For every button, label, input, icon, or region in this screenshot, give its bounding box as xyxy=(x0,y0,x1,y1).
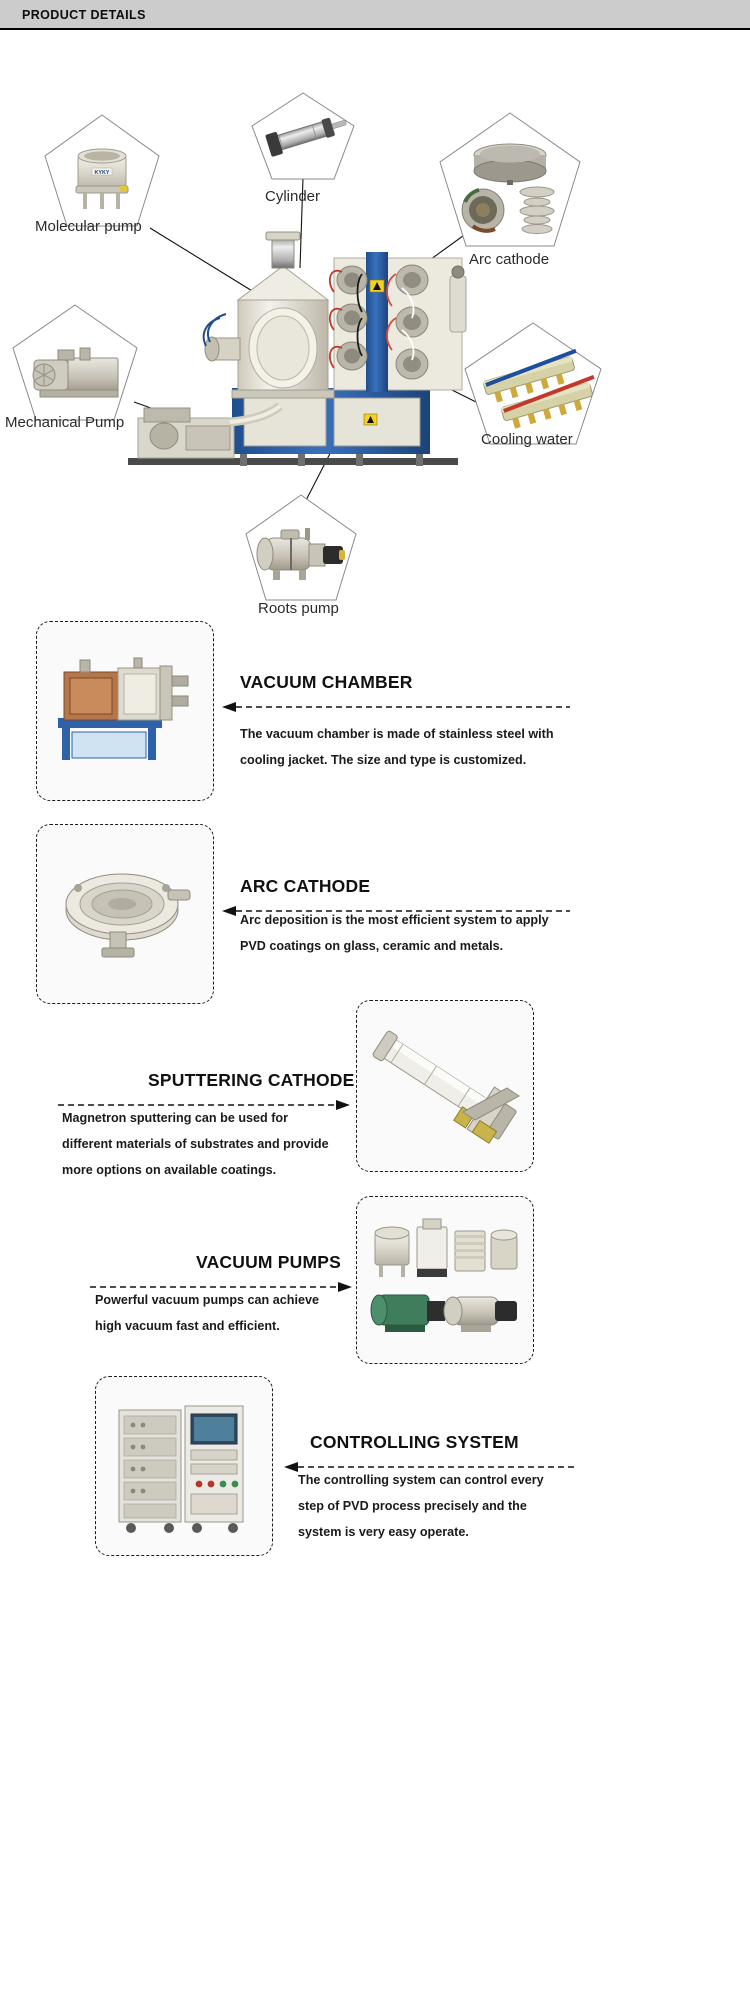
feature-title-vacuum-pumps: VACUUM PUMPS xyxy=(196,1252,341,1272)
feature-body-line: high vacuum fast and efficient. xyxy=(95,1318,280,1333)
vacuum-chamber-illustration xyxy=(50,652,200,770)
callout-mechanical-pump xyxy=(10,302,140,424)
feature-body-line: The vacuum chamber is made of stainless steel with xyxy=(240,727,554,741)
sputtering-cathode-illustration xyxy=(367,1016,523,1156)
feature-body-line: cooling jacket. The size and type is customized. xyxy=(240,752,527,767)
feature-title-sputtering-cathode: SPUTTERING CATHODE xyxy=(148,1070,355,1090)
feature-body-line: Arc deposition is the most efficient system to apply xyxy=(240,913,549,927)
callout-cylinder xyxy=(249,90,357,182)
callout-label-cooling-water: Cooling water xyxy=(481,431,573,448)
vacuum-pumps-illustration xyxy=(365,1209,525,1351)
feature-body-line: system is very easy operate. xyxy=(298,1524,469,1539)
feature-body-line: PVD coatings on glass, ceramic and metals. xyxy=(240,938,504,953)
callout-arc-cathode xyxy=(437,110,583,250)
feature-image-vacuum-chamber xyxy=(36,621,214,801)
product-details-header xyxy=(0,0,750,30)
feature-arrow-vacuum-chamber xyxy=(222,700,572,714)
callout-label-molecular-pump: Molecular pump xyxy=(35,218,142,235)
feature-body-vacuum-pumps xyxy=(95,1288,375,1340)
feature-title-vacuum-chamber: VACUUM CHAMBER xyxy=(240,672,413,692)
callout-cooling-water xyxy=(462,320,604,448)
callout-label-mechanical-pump: Mechanical Pump xyxy=(5,414,125,431)
feature-title-controlling-system: CONTROLLING SYSTEM xyxy=(310,1432,519,1452)
feature-body-line: Magnetron sputtering can be used for xyxy=(62,1111,289,1125)
callout-label-arc-cathode: Arc cathode xyxy=(469,251,550,268)
feature-body-line: The controlling system can control every xyxy=(298,1473,544,1487)
controlling-system-illustration xyxy=(109,1396,259,1536)
feature-image-sputtering-cathode xyxy=(356,1000,534,1172)
callout-molecular-pump xyxy=(42,112,162,230)
pvd-machine-illustration xyxy=(120,222,480,492)
svg-text:KYKY: KYKY xyxy=(94,170,110,176)
arc-cathode-illustration xyxy=(50,854,200,974)
feature-body-vacuum-chamber xyxy=(240,722,570,774)
feature-body-line: Powerful vacuum pumps can achieve xyxy=(95,1293,319,1307)
feature-body-arc-cathode xyxy=(240,908,570,960)
feature-image-arc-cathode xyxy=(36,824,214,1004)
callout-label-roots-pump: Roots pump xyxy=(258,600,339,617)
feature-body-line: different materials of substrates and provide xyxy=(62,1136,329,1151)
page-title: PRODUCT DETAILS xyxy=(22,8,146,22)
feature-image-controlling-system xyxy=(95,1376,273,1556)
feature-body-controlling-system xyxy=(298,1468,598,1545)
feature-body-line: more options on available coatings. xyxy=(62,1162,277,1177)
feature-body-line: step of PVD process precisely and the xyxy=(298,1498,527,1513)
feature-image-vacuum-pumps xyxy=(356,1196,534,1364)
callout-label-cylinder: Cylinder xyxy=(265,188,321,205)
feature-body-sputtering-cathode xyxy=(62,1106,362,1183)
callout-roots-pump xyxy=(243,492,359,604)
feature-title-arc-cathode: ARC CATHODE xyxy=(240,876,371,896)
